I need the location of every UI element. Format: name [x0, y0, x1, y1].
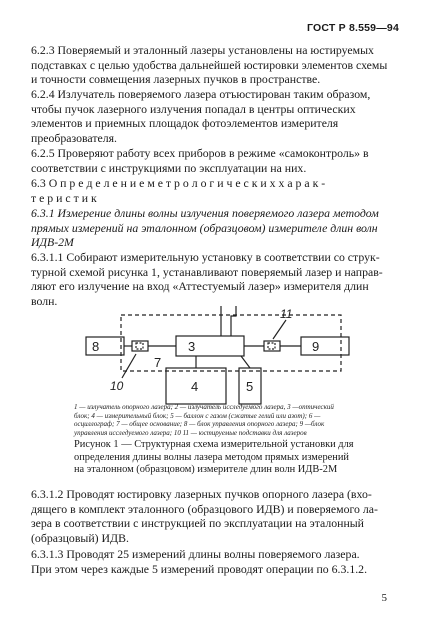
paragraph-6-3-1-1 [31, 250, 403, 308]
text-line: 6.2.5 Проверяют работу всех приборов в режиме «самоконтроль» в [31, 146, 369, 160]
legend-line: 1 — излучатель опорного лазера; 2 — излучатель исследуемого лазера, 3 —оптический [74, 403, 334, 411]
text-line: чтобы пучок лазерного излучения попадал в центры оптических [31, 101, 356, 116]
text-line: турной схемой рисунка 1, устанавливают поверяемый лазер и направ- [31, 264, 383, 279]
document-code: ГОСТ Р 8.559—94 [306, 22, 399, 34]
text-line: подставках с целью удобства дальнейшей юстировки элементов схемы [31, 57, 388, 72]
paragraph-6-3-1-3 [31, 547, 403, 576]
text-line: 6.3.1 Измерение длины волны излучения поверяемого лазера методом [31, 206, 379, 220]
label-11: 11 [280, 307, 293, 321]
box-3-optical-block [176, 336, 244, 356]
legend-line: осциллограф; 7 — общее основание; 8 — блок управления опорного лазера; 9 —блок [74, 420, 325, 429]
label-4: 4 [191, 379, 199, 394]
paragraph-6-2-4 [31, 87, 403, 145]
text-line: При этом через каждые 5 измерений проводят операции по 6.3.1.2. [31, 561, 368, 576]
box-1-inner [136, 343, 143, 349]
text-line: 6.3.1.1 Собирают измерительную установку в соответствии со струк- [31, 250, 380, 264]
text-line: 6.3.1.3 Проводят 25 измерений длины волны поверяемого лазера. [31, 547, 360, 561]
pointer-10 [122, 354, 136, 378]
text-line: зера в соответствии с инструкцией по эксплуатации на эталонный [31, 516, 364, 531]
text-line: дящего в комплект эталонного (образцового ИДВ) и поверяемого ла- [31, 501, 378, 516]
text-line: ИДВ-2М [31, 235, 74, 250]
pointer-11 [273, 320, 286, 339]
box-2-inner [268, 343, 275, 349]
caption-line: Рисунок 1 — Структурная схема измерительной установки для [74, 439, 354, 450]
label-7: 7 [154, 355, 162, 370]
label-3: 3 [188, 339, 196, 354]
page-number: 5 [381, 592, 387, 604]
paragraph-6-2-5 [31, 146, 403, 175]
link-3-5 [241, 356, 250, 368]
figure-caption [74, 439, 374, 477]
label-5: 5 [246, 379, 254, 394]
text-line: т е р и с т и к [31, 190, 97, 205]
figure-legend [74, 403, 374, 437]
text-line: 6.2.4 Излучатель поверяемого лазера отъюстирован таким образом, [31, 87, 371, 101]
structural-diagram [76, 306, 366, 410]
paragraph-6-2-3 [31, 43, 403, 87]
text-line: (образцовый) ИДВ. [31, 530, 129, 545]
section-heading-6-3 [31, 176, 403, 205]
label-8: 8 [92, 339, 100, 354]
text-line: соответствии с инструкциями по эксплуатации на них. [31, 160, 307, 175]
text-line: волн. [31, 293, 58, 308]
text-line: элементов и приемных площадок фотоэлементов измерителя [31, 116, 339, 131]
text-line: 6.3.1.2 Проводят юстировку лазерных пучков опорного лазера (вхо- [31, 487, 372, 501]
legend-line: управления исследуемого лазера; 10 11 — юстируемые подставки для лазеров [74, 428, 307, 437]
label-10: 10 [110, 379, 124, 393]
caption-line: на эталонном (образцовом) измерителе длин волн ИДВ-2М [74, 464, 338, 476]
text-line: прямых измерений на эталонном (образцовом) измерителе длин волн [31, 220, 378, 235]
legend-line: блок; 4 — измерительный блок; 5 — баллон с газом (сжатые гелий или азот); 6 — [74, 411, 321, 420]
text-line: 6.3 О п р е д е л е н и е м е т р о л о г и ч е с к и х х а р а к - [31, 176, 326, 190]
box-9-test-control [301, 337, 349, 355]
link-3-6-b [231, 306, 236, 336]
label-9: 9 [312, 339, 320, 354]
paragraph-6-3-1-2 [31, 487, 403, 545]
text-line: 6.2.3 Поверяемый и эталонный лазеры установлены на юстируемых [31, 43, 374, 57]
text-line: и точности совмещения лазерных пучков в пространстве. [31, 72, 321, 87]
subheading-6-3-1 [31, 206, 403, 250]
text-line: ляют его излучение на вход «Аттестуемый лазер» измерителя длин [31, 279, 369, 294]
caption-line: определения длины волны лазера методом прямых измерений [74, 451, 349, 463]
text-line: преобразователя. [31, 130, 117, 145]
